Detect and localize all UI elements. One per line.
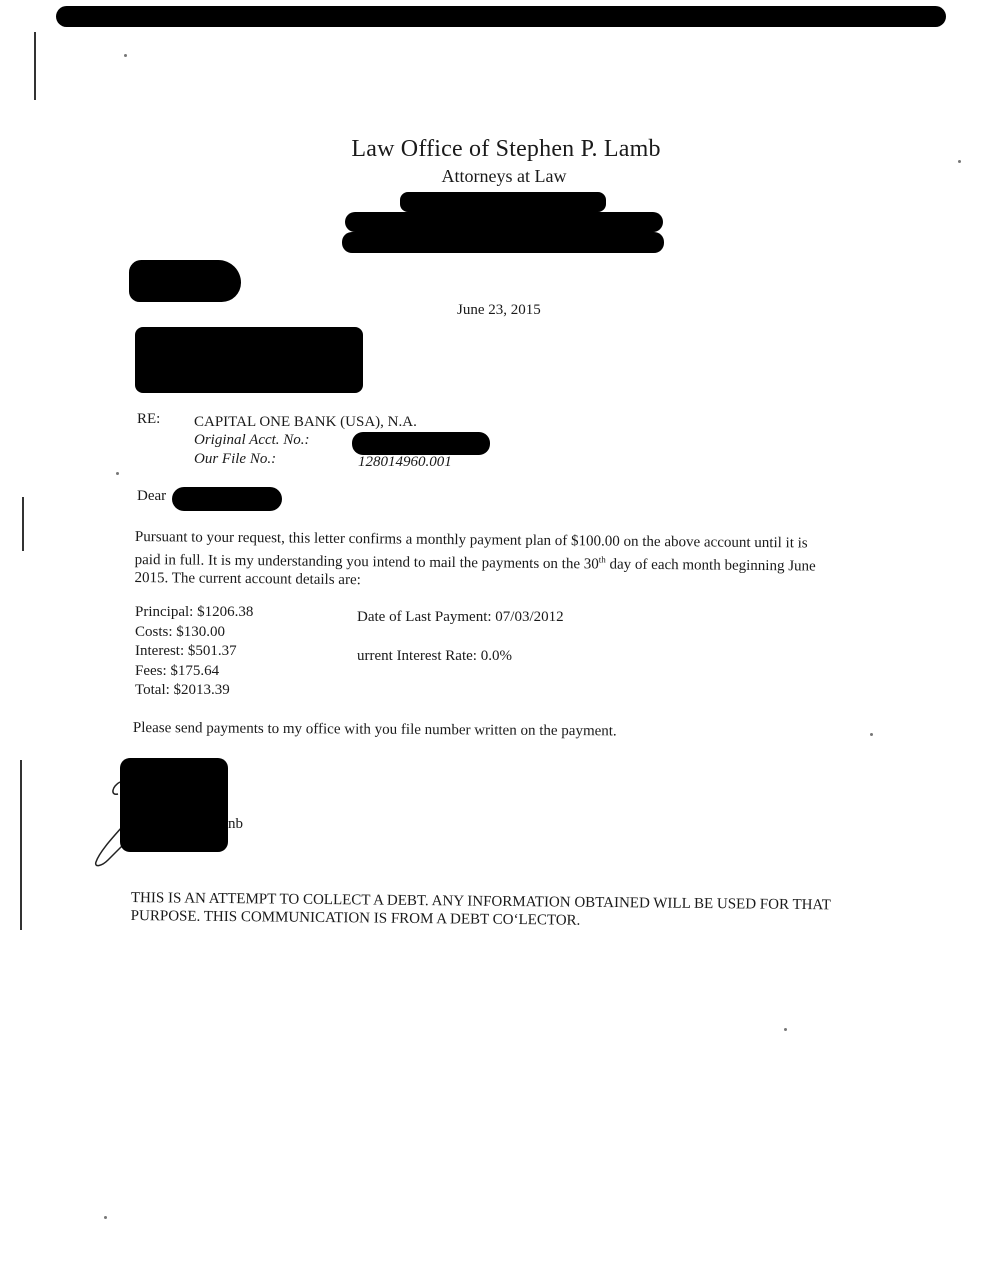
detail-interest: Interest: $501.37 [135,643,237,659]
detail-total: Total: $2013.39 [135,682,230,698]
letter-date: June 23, 2015 [457,302,541,318]
file-number-label: Our File No.: [194,451,277,467]
redacted-recipient-address [135,327,363,393]
redacted-block [129,260,241,302]
scan-edge-line [22,497,24,551]
re-label: RE: [137,411,161,427]
scan-speck [870,733,873,736]
debt-collector-disclaimer: THIS IS AN ATTEMPT TO COLLECT A DEBT. ANY INFORMATION OBTAINED WILL BE USED FOR THAT PURPOSE. THIS COMMUNICATION IS FROM A DEBT CO‘LECTOR. [130,889,831,929]
detail-interest-rate: urrent Interest Rate: 0.0% [357,648,512,664]
body-text-part1: Pursuant to your request, this letter confirms a monthly payment plan of $100.00 on the above account until it is paid in full. It is my understanding you intend to mail the payments on the 30 [134,528,808,573]
scan-speck [116,472,119,475]
redacted-address-line [345,212,663,232]
firm-name: Law Office of Stephen P. Lamb [351,136,661,162]
file-number-value: 128014960.001 [358,454,452,470]
scan-edge-line [20,760,22,930]
scan-edge-line [34,32,36,100]
redacted-account-number [352,432,490,455]
scan-speck [104,1216,107,1219]
redacted-recipient-name [172,487,282,511]
original-account-label: Original Acct. No.: [194,432,310,448]
firm-subtitle: Attorneys at Law [441,166,567,186]
scan-speck [124,54,127,57]
body-paragraph [134,528,835,594]
salutation: Dear [137,488,167,504]
ordinal-suffix: th [598,554,606,565]
re-creditor: CAPITAL ONE BANK (USA), N.A. [194,414,417,430]
detail-costs: Costs: $130.00 [135,624,226,640]
redacted-address-line [342,232,664,253]
scan-speck [784,1028,787,1031]
detail-fees: Fees: $175.64 [135,663,220,679]
detail-principal: Principal: $1206.38 [135,604,254,620]
body-text-part2: day of each month beginning June 2015. The current account details are: [134,556,816,589]
detail-last-payment: Date of Last Payment: 07/03/2012 [357,609,564,625]
redacted-signature [120,758,228,852]
payment-instructions: Please send payments to my office with you file number written on the payment. [132,720,617,740]
redacted-address-line [400,192,606,212]
signature-initials: nb [228,816,243,832]
scan-edge-bar [56,6,946,27]
